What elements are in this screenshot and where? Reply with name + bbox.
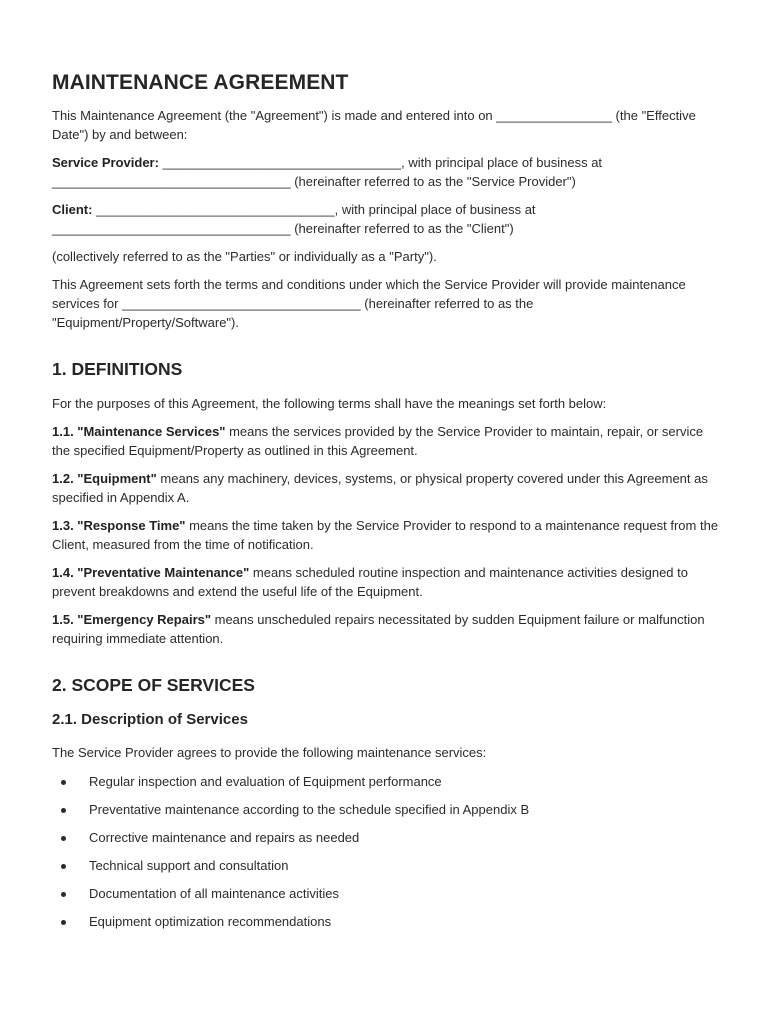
- service-provider-paragraph: [52, 153, 722, 191]
- list-item: [52, 912, 722, 931]
- service-provider-label: Service Provider:: [52, 155, 159, 170]
- definition-term: 1.5. "Emergency Repairs": [52, 612, 212, 627]
- document-body: [52, 70, 722, 940]
- list-item-text: Regular inspection and evaluation of Equipment performance: [89, 774, 442, 789]
- bullet-icon: [61, 892, 66, 897]
- definition-text: means the time taken by the Service Provider to respond to a maintenance request from the Client, measured from the time of notification.: [52, 518, 719, 552]
- definition-term: 1.4. "Preventative Maintenance": [52, 565, 250, 580]
- list-item: [52, 828, 722, 847]
- bullet-icon: [61, 780, 66, 785]
- definition-text: means scheduled routine inspection and maintenance activities designed to prevent breakdowns and extend the useful life of the Equipment.: [52, 565, 688, 599]
- list-item-text: Technical support and consultation: [89, 858, 289, 873]
- definition-item: [52, 469, 722, 507]
- definition-text: means unscheduled repairs necessitated by sudden Equipment failure or malfunction requiring immediate attention.: [52, 612, 705, 646]
- bullet-icon: [61, 836, 66, 841]
- list-item-text: Corrective maintenance and repairs as needed: [89, 830, 360, 845]
- list-item: [52, 856, 722, 875]
- definition-item: [52, 610, 722, 648]
- list-item-text: Preventative maintenance according to the schedule specified in Appendix B: [89, 802, 530, 817]
- definition-text: means the services provided by the Service Provider to maintain, repair, or service the specified Equipment/Property as outlined in this Agreement.: [52, 424, 704, 458]
- client-label: Client:: [52, 202, 93, 217]
- definition-term: 1.3. "Response Time": [52, 518, 186, 533]
- definition-item: [52, 516, 722, 554]
- definitions-intro: For the purposes of this Agreement, the following terms shall have the meanings set forth below:: [52, 396, 607, 411]
- client-paragraph: [52, 200, 722, 238]
- definition-item: [52, 563, 722, 601]
- definition-item: [52, 422, 722, 460]
- bullet-icon: [61, 808, 66, 813]
- list-item-text: Equipment optimization recommendations: [89, 914, 332, 929]
- intro-paragraph: This Maintenance Agreement (the "Agreement") is made and entered into on ________________ (the "Effective Date") by and between:: [52, 108, 696, 142]
- definition-term: 1.2. "Equipment": [52, 471, 157, 486]
- definition-term: 1.1. "Maintenance Services": [52, 424, 226, 439]
- services-intro: The Service Provider agrees to provide the following maintenance services:: [52, 745, 487, 760]
- client-text: _________________________________, with principal place of business at _________________________________ (hereinafter referred to as the "Client"): [52, 202, 536, 236]
- scope-heading: 2. SCOPE OF SERVICES: [52, 675, 255, 695]
- definitions-heading: 1. DEFINITIONS: [52, 359, 183, 379]
- list-item: [52, 772, 722, 791]
- services-list: [52, 772, 722, 931]
- definition-text: means any machinery, devices, systems, or physical property covered under this Agreement as specified in Appendix A.: [52, 471, 708, 505]
- purpose-paragraph: This Agreement sets forth the terms and conditions under which the Service Provider will provide maintenance services for _________________________________ (hereinafter referred to as the "Equipment/Property/Software").: [52, 277, 686, 330]
- list-item: [52, 884, 722, 903]
- bullet-icon: [61, 920, 66, 925]
- service-provider-text: _________________________________, with principal place of business at _________________________________ (hereinafter referred to as the "Service Provider"): [52, 155, 603, 189]
- services-subheading: 2.1. Description of Services: [52, 711, 248, 728]
- list-item-text: Documentation of all maintenance activities: [89, 886, 340, 901]
- list-item: [52, 800, 722, 819]
- collective-paragraph: (collectively referred to as the "Parties" or individually as a "Party").: [52, 249, 437, 264]
- bullet-icon: [61, 864, 66, 869]
- document-title: MAINTENANCE AGREEMENT: [52, 71, 349, 94]
